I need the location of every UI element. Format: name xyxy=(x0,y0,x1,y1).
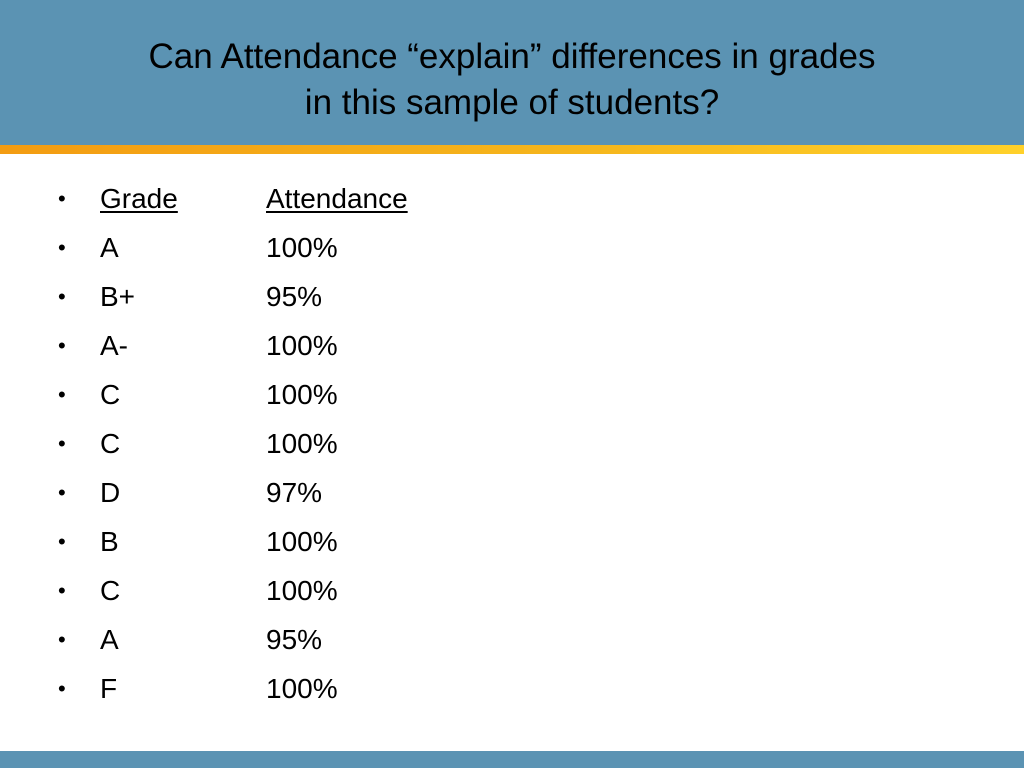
bullet-icon: • xyxy=(58,627,66,652)
attendance-value: 100% xyxy=(266,575,338,606)
grade-value: C xyxy=(100,379,121,410)
attendance-value: 97% xyxy=(266,477,323,508)
attendance-value: 100% xyxy=(266,379,338,410)
slide-title-line-2: in this sample of students? xyxy=(304,83,720,122)
list-item xyxy=(0,615,1024,664)
attendance-value: 100% xyxy=(266,330,338,361)
grade-value: B xyxy=(100,526,119,557)
grade-value: F xyxy=(100,673,118,704)
bullet-icon: • xyxy=(58,333,66,358)
attendance-value: 100% xyxy=(266,526,338,557)
attendance-column-header: Attendance xyxy=(266,183,408,214)
footer-bar xyxy=(0,751,1024,768)
bullet-icon: • xyxy=(58,382,66,407)
attendance-value: 95% xyxy=(266,624,323,655)
bullet-icon: • xyxy=(58,284,66,309)
list-item xyxy=(0,272,1024,321)
list-item xyxy=(0,419,1024,468)
bullet-icon: • xyxy=(58,578,66,603)
grade-value: A xyxy=(100,232,119,263)
list-item xyxy=(0,566,1024,615)
grade-value: A xyxy=(100,624,119,655)
grade-column-header: Grade xyxy=(100,183,178,214)
attendance-value: 95% xyxy=(266,281,323,312)
attendance-value: 100% xyxy=(266,673,338,704)
grade-value: C xyxy=(100,428,121,459)
bullet-icon: • xyxy=(58,529,66,554)
attendance-value: 100% xyxy=(266,428,338,459)
grade-value: B+ xyxy=(100,281,136,312)
bullet-icon: • xyxy=(58,235,66,260)
list-item xyxy=(0,223,1024,272)
bullet-icon: • xyxy=(58,431,66,456)
grade-value: A- xyxy=(100,330,128,361)
bullet-icon: • xyxy=(58,186,66,211)
grade-value: D xyxy=(100,477,121,508)
bullet-icon: • xyxy=(58,480,66,505)
grade-attendance-list xyxy=(0,174,1024,713)
list-item xyxy=(0,321,1024,370)
grade-value: C xyxy=(100,575,121,606)
list-item xyxy=(0,664,1024,713)
list-item xyxy=(0,468,1024,517)
list-header-row xyxy=(0,174,1024,223)
attendance-value: 100% xyxy=(266,232,338,263)
slide-title xyxy=(0,34,1024,126)
list-item xyxy=(0,517,1024,566)
title-bar xyxy=(0,0,1024,145)
accent-divider xyxy=(0,145,1024,154)
bullet-icon: • xyxy=(58,676,66,701)
list-item xyxy=(0,370,1024,419)
slide-title-line-1: Can Attendance “explain” differences in grades xyxy=(148,37,876,76)
